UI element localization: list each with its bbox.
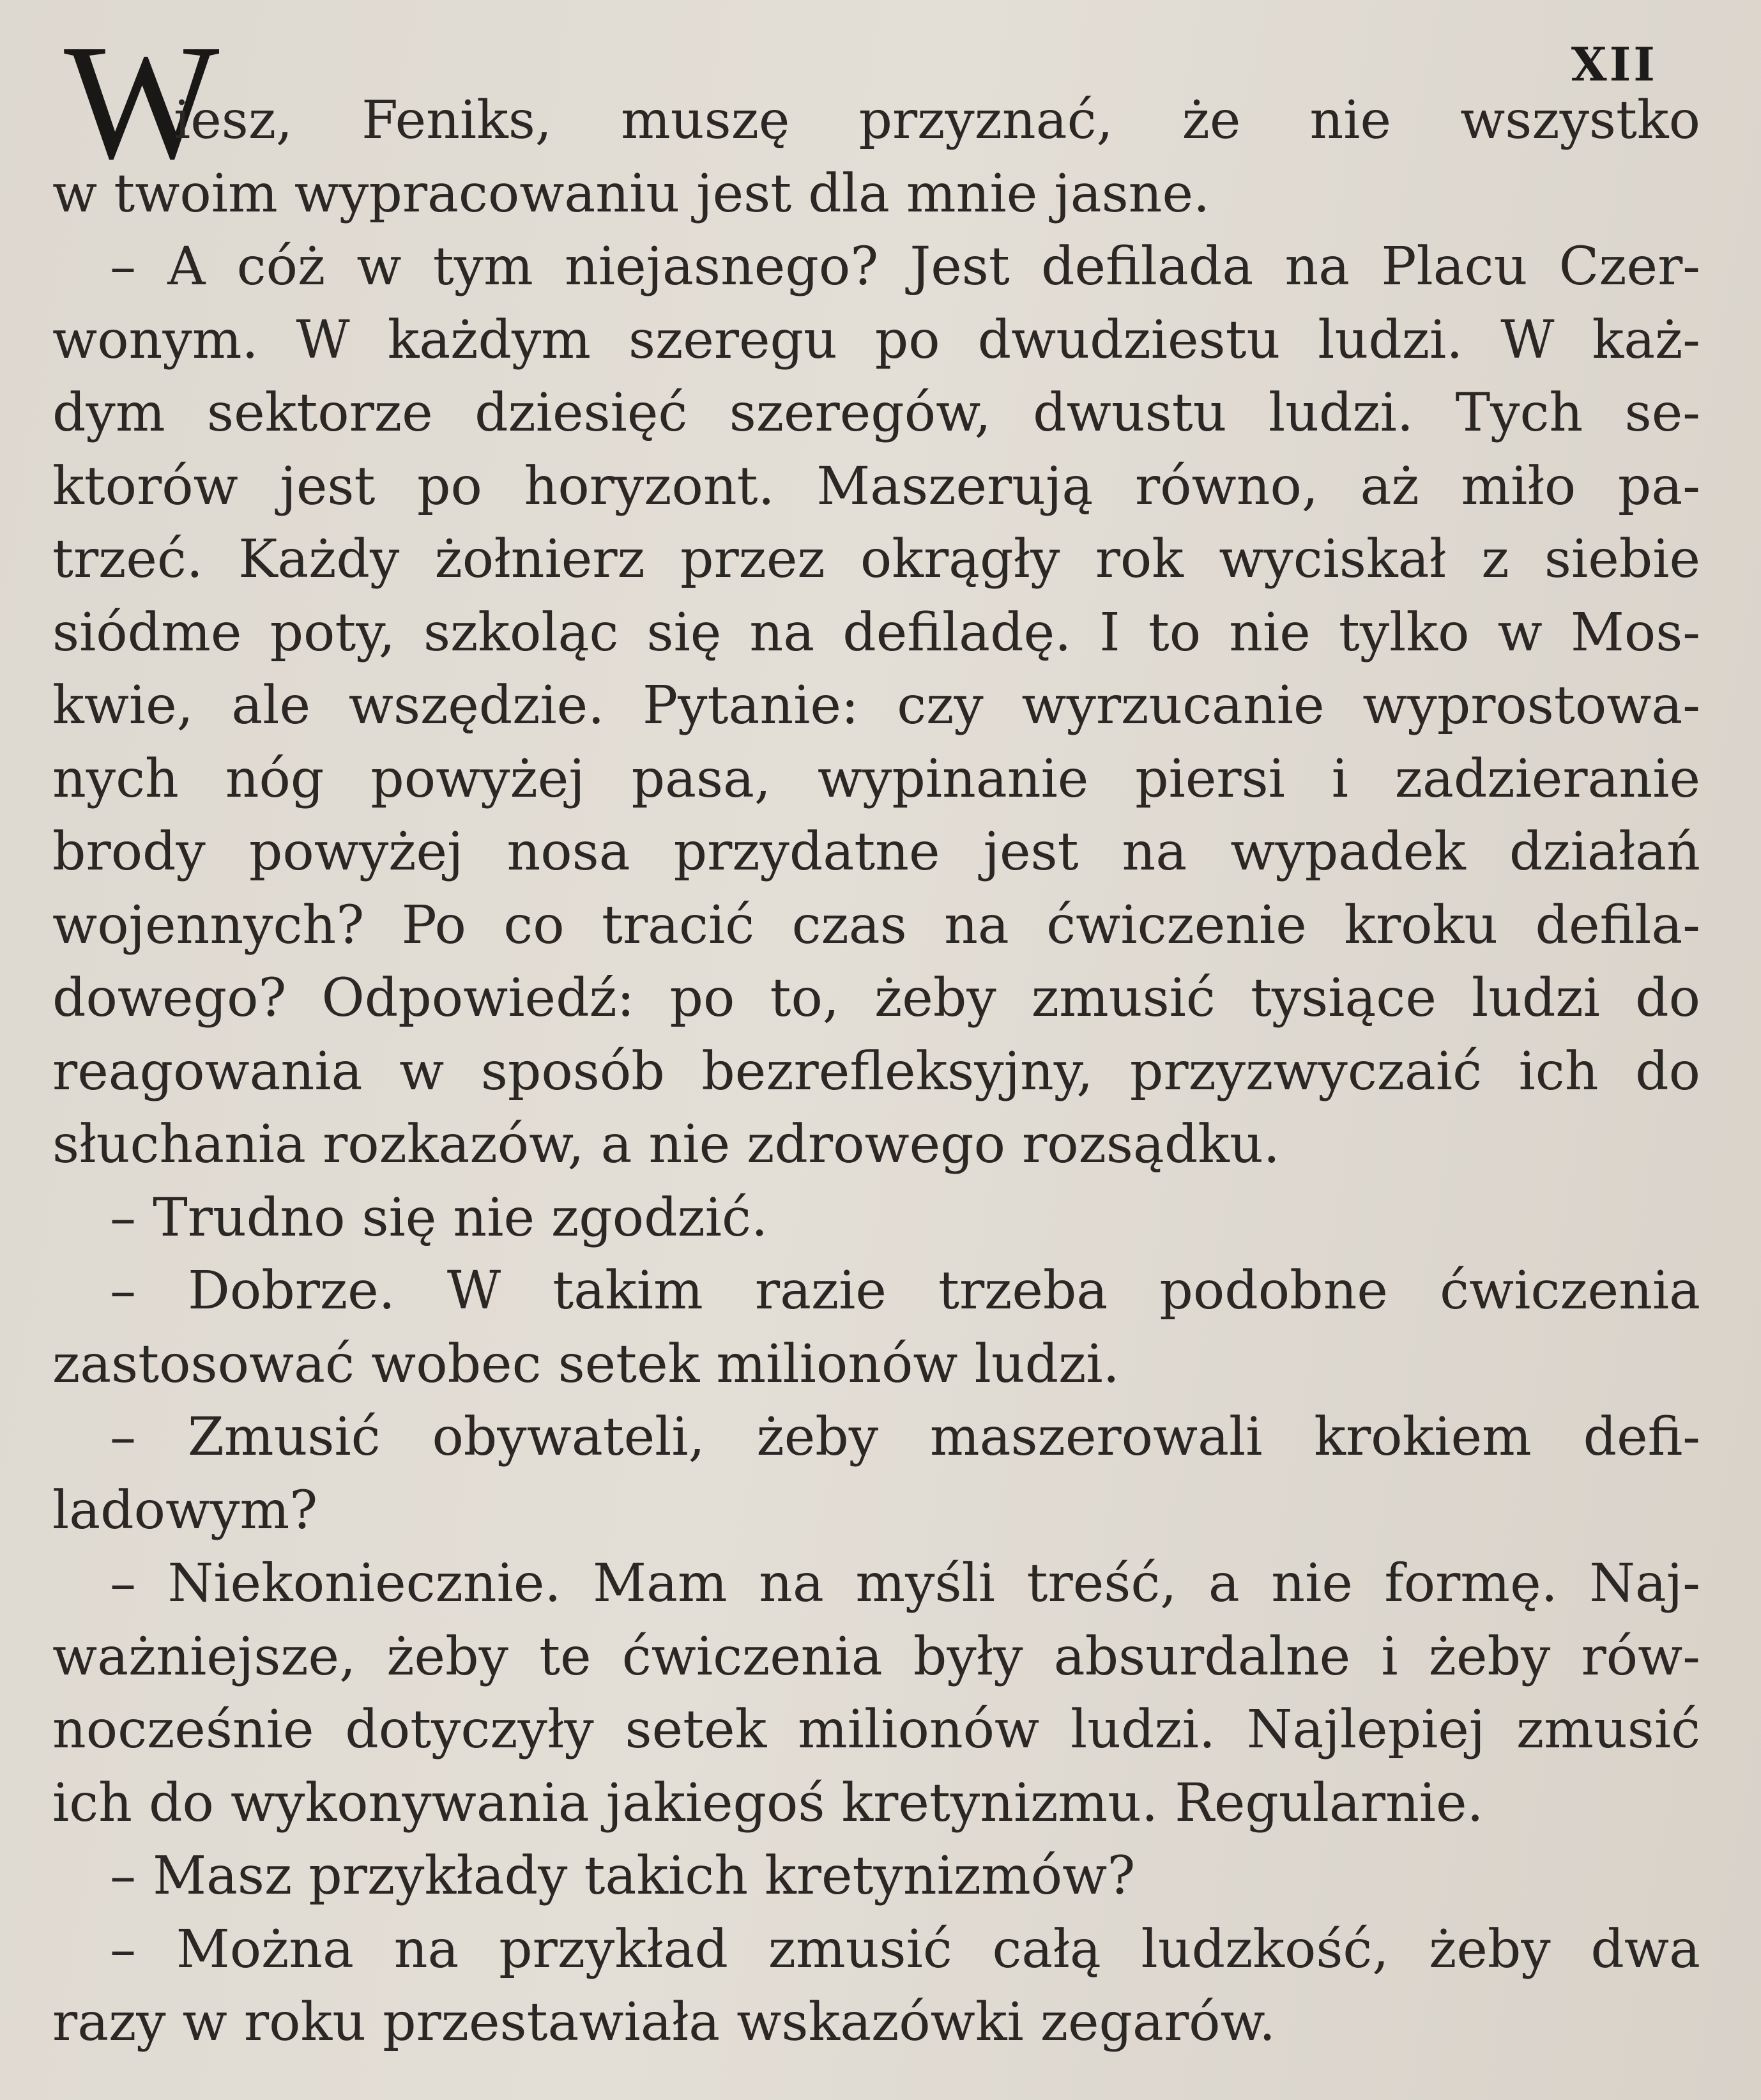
text-line: dowego? Odpowiedź: po to, żeby zmusić tysiące ludzi do [52,968,1700,1029]
text-line: w twoim wypracowaniu jest dla mnie jasne. [52,163,1210,224]
text-line: ich do wykonywania jakiegoś kretynizmu. Regularnie. [52,1772,1484,1834]
text-line: trzeć. Każdy żołnierz przez okrągły rok wyciskał z siebie [52,529,1700,590]
text-line: – A cóż w tym niejasnego? Jest defilada na Placu Czer- [110,236,1700,297]
text-line: – Trudno się nie zgodzić. [110,1187,768,1248]
text-line: wonym. W każdym szeregu po dwudziestu ludzi. W każ- [52,309,1700,371]
text-line: kwie, ale wszędzie. Pytanie: czy wyrzucanie wyprostowa- [52,675,1700,736]
chapter-number: XII [1571,37,1658,91]
text-line: reagowania w sposób bezrefleksyjny, przyzwyczaić ich do [52,1041,1700,1102]
text-line: wojennych? Po co tracić czas na ćwiczenie kroku defila- [52,894,1700,956]
text-line: dym sektorze dziesięć szeregów, dwustu ludzi. Tych se- [52,383,1700,443]
text-line: ladowym? [52,1480,318,1541]
text-line: nocześnie dotyczyły setek milionów ludzi. Najlepiej zmusić [52,1699,1700,1760]
text-line: – Zmusić obywateli, żeby maszerowali krokiem defi- [110,1407,1700,1468]
text-line: siódme poty, szkoląc się na defiladę. I to nie tylko w Mos- [52,602,1700,663]
text-line: słuchania rozkazów, a nie zdrowego rozsądku. [52,1114,1280,1175]
text-line: razy w roku przestawiała wskazówki zegarów. [52,1992,1276,2053]
text-line: – Niekoniecznie. Mam na myśli treść, a nie formę. Naj- [110,1553,1700,1614]
drop-cap: W [64,10,220,193]
text-line: ważniejsze, żeby te ćwiczenia były absurdalne i żeby rów- [52,1626,1700,1687]
text-line: brody powyżej nosa przydatne jest na wypadek działań [52,822,1700,882]
text-line: – Dobrze. W takim razie trzeba podobne ćwiczenia [110,1261,1700,1321]
text-line: ktorów jest po horyzont. Maszerują równo, aż miło pa- [52,456,1700,517]
body-text [52,84,1700,2060]
text-line: – Masz przykłady takich kretynizmów? [110,1846,1136,1906]
text-line: nych nóg powyżej pasa, wypinanie piersi i zadzieranie [52,748,1700,809]
text-line: iesz, Feniks, muszę przyznać, że nie wszystko [174,90,1700,151]
text-line: zastosować wobec setek milionów ludzi. [52,1333,1120,1395]
text-line: – Można na przykład zmusić całą ludzkość, żeby dwa [110,1919,1700,1980]
